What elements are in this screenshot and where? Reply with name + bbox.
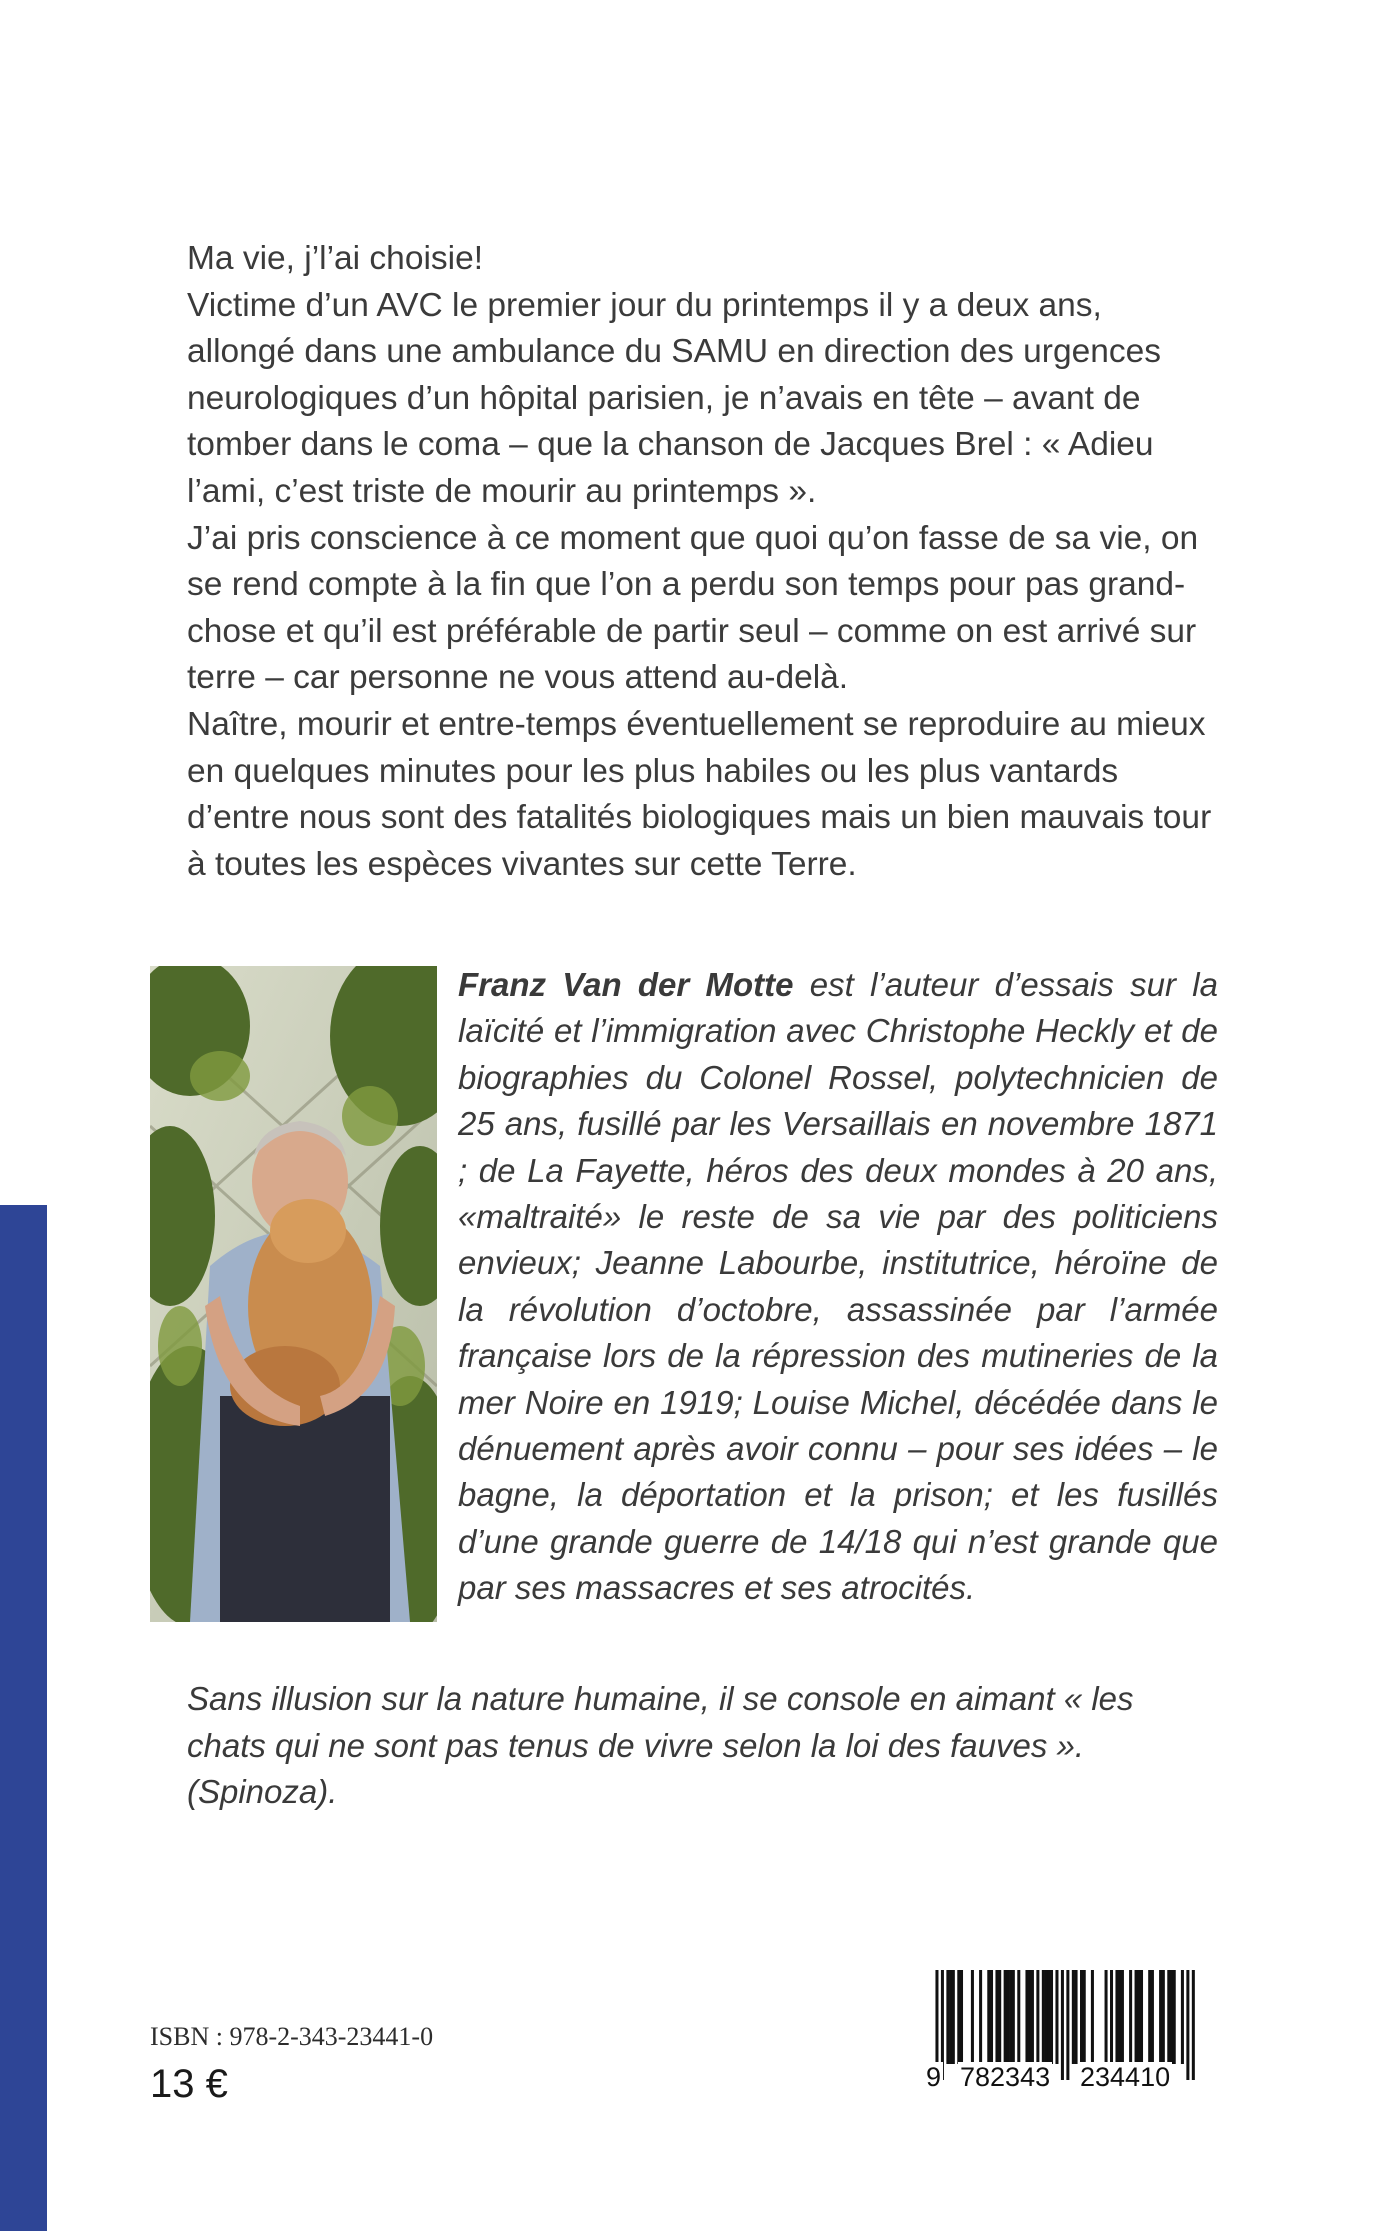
barcode-bar <box>1006 1970 1009 2064</box>
barcode-digits <box>926 2062 1200 2096</box>
barcode-bar <box>995 1970 998 2064</box>
barcode-bar <box>1105 1970 1108 2064</box>
barcode-bar <box>1167 1970 1170 2064</box>
barcode-bar <box>1009 1970 1012 2064</box>
barcode-bar <box>957 1970 960 2064</box>
barcode-bar <box>949 1970 952 2064</box>
barcode-bar <box>1083 1970 1086 2064</box>
barcode-bar <box>960 1970 963 2064</box>
barcode-bar <box>1004 1970 1007 2064</box>
closing-quote: Sans illusion sur la nature humaine, il se console en aimant « les chats qui ne sont pas tenus de vivre selon la loi des fauves ». (Spinoza). <box>187 1680 1134 1811</box>
back-cover-blurb <box>187 236 1217 888</box>
author-biography <box>458 962 1218 1612</box>
barcode-bar <box>971 1970 974 2064</box>
barcode-right-group: 234410 <box>1080 2062 1171 2092</box>
barcode-bar <box>1028 1970 1031 2064</box>
barcode-bar <box>987 1970 990 2064</box>
barcode-bar <box>1159 1970 1162 2064</box>
barcode-bar <box>1140 1970 1143 2064</box>
barcode-bar <box>1129 1970 1132 2064</box>
barcode-bar <box>1012 1970 1015 2064</box>
barcode-bar <box>1025 1970 1028 2064</box>
isbn-number: ISBN : 978-2-343-23441-0 <box>150 2022 434 2051</box>
barcode-bar <box>1017 1970 1020 2064</box>
barcode-bar <box>1181 1970 1184 2064</box>
barcode-bar <box>1045 1970 1048 2064</box>
barcode-lead-digit: 9 <box>926 2062 942 2092</box>
barcode-bar <box>1080 1970 1083 2064</box>
barcode-bar <box>1151 1970 1154 2064</box>
barcode-bar <box>1110 1970 1113 2064</box>
barcode-bar <box>998 1970 1001 2064</box>
barcode-bar <box>1173 1970 1176 2064</box>
barcode-bar <box>1162 1970 1165 2064</box>
barcode-bar <box>1115 1970 1118 2064</box>
author-photo <box>150 966 437 1622</box>
author-bio-text: est l’auteur d’essais sur la laïcité et l’immigration avec Christophe Heckly et de biographies du Colonel Rossel, polytechnicien de 25 ans, fusillé par les Versaillais en novembre 1871 ; de La Fayette, héros des deux mondes à 20 ans, «maltraité» le reste de sa vie par des politiciens envieux; Jeanne Labourbe, institutrice, héroïne de la révolution d’octobre, assassinée par l’armée française lors de la répression des mutineries de la mer Noire en 1919; Louise Michel, décédée dans le dénuement après avoir connu – pour ses idées – le bagne, la déportation et la prison; et les fusillés d’une grande guerre de 14/18 qui n’est grande que par ses massacres et ses atrocités. <box>458 966 1218 1607</box>
barcode-bar <box>1091 1970 1094 2064</box>
barcode-bar <box>1042 1970 1045 2064</box>
barcode-bar <box>1137 1970 1140 2064</box>
barcode-bar <box>1036 1970 1039 2064</box>
blue-side-band <box>0 1205 47 2231</box>
barcode-left-group: 782343 <box>960 2062 1051 2092</box>
barcode-bar <box>1118 1970 1121 2064</box>
barcode-bar <box>946 1970 949 2064</box>
barcode-bar <box>1135 1970 1138 2064</box>
barcode-bar <box>1072 1970 1075 2064</box>
barcode-bar <box>990 1970 993 2064</box>
author-name: Franz Van der Motte <box>458 966 794 1003</box>
blurb-paragraph-4: Naître, mourir et entre-temps éventuellement se reproduire au mieux en quelques minutes pour les plus habiles ou les plus vantards d’entre nous sont des fatalités biologiques mais un bien mauvais tour à toutes les espèces vivantes sur cette Terre. <box>187 705 1212 883</box>
barcode-bar <box>1075 1970 1078 2064</box>
barcode-bar <box>1031 1970 1034 2064</box>
price-label: 13 € <box>150 2062 228 2106</box>
barcode <box>926 1970 1200 2096</box>
barcode-bar <box>1047 1970 1050 2064</box>
blurb-paragraph-1: Ma vie, j’l’ai choisie! <box>187 240 484 277</box>
barcode-bar <box>1170 1970 1173 2064</box>
barcode-bar <box>1050 1970 1053 2064</box>
barcode-bar <box>979 1970 982 2064</box>
barcode-bar <box>952 1970 955 2064</box>
barcode-bar <box>1148 1970 1151 2064</box>
blurb-paragraph-2: Victime d’un AVC le premier jour du printemps il y a deux ans, allongé dans une ambulance du SAMU en direction des urgences neurologiques d’un hôpital parisien, je n’avais en tête – avant de tomber dans le coma – que la chanson de Jacques Brel : « Adieu l’ami, c’est triste de mourir au printemps ». <box>187 286 1161 510</box>
barcode-bar <box>1055 1970 1058 2064</box>
blurb-paragraph-3: J’ai pris conscience à ce moment que quoi qu’on fasse de sa vie, on se rend compte à la fin que l’on a perdu son temps pour pas grand-chose et qu’il est préférable de partir seul – comme on est arrivé sur terre – car personne ne vous attend au-delà. <box>187 519 1199 697</box>
barcode-bar <box>1121 1970 1124 2064</box>
